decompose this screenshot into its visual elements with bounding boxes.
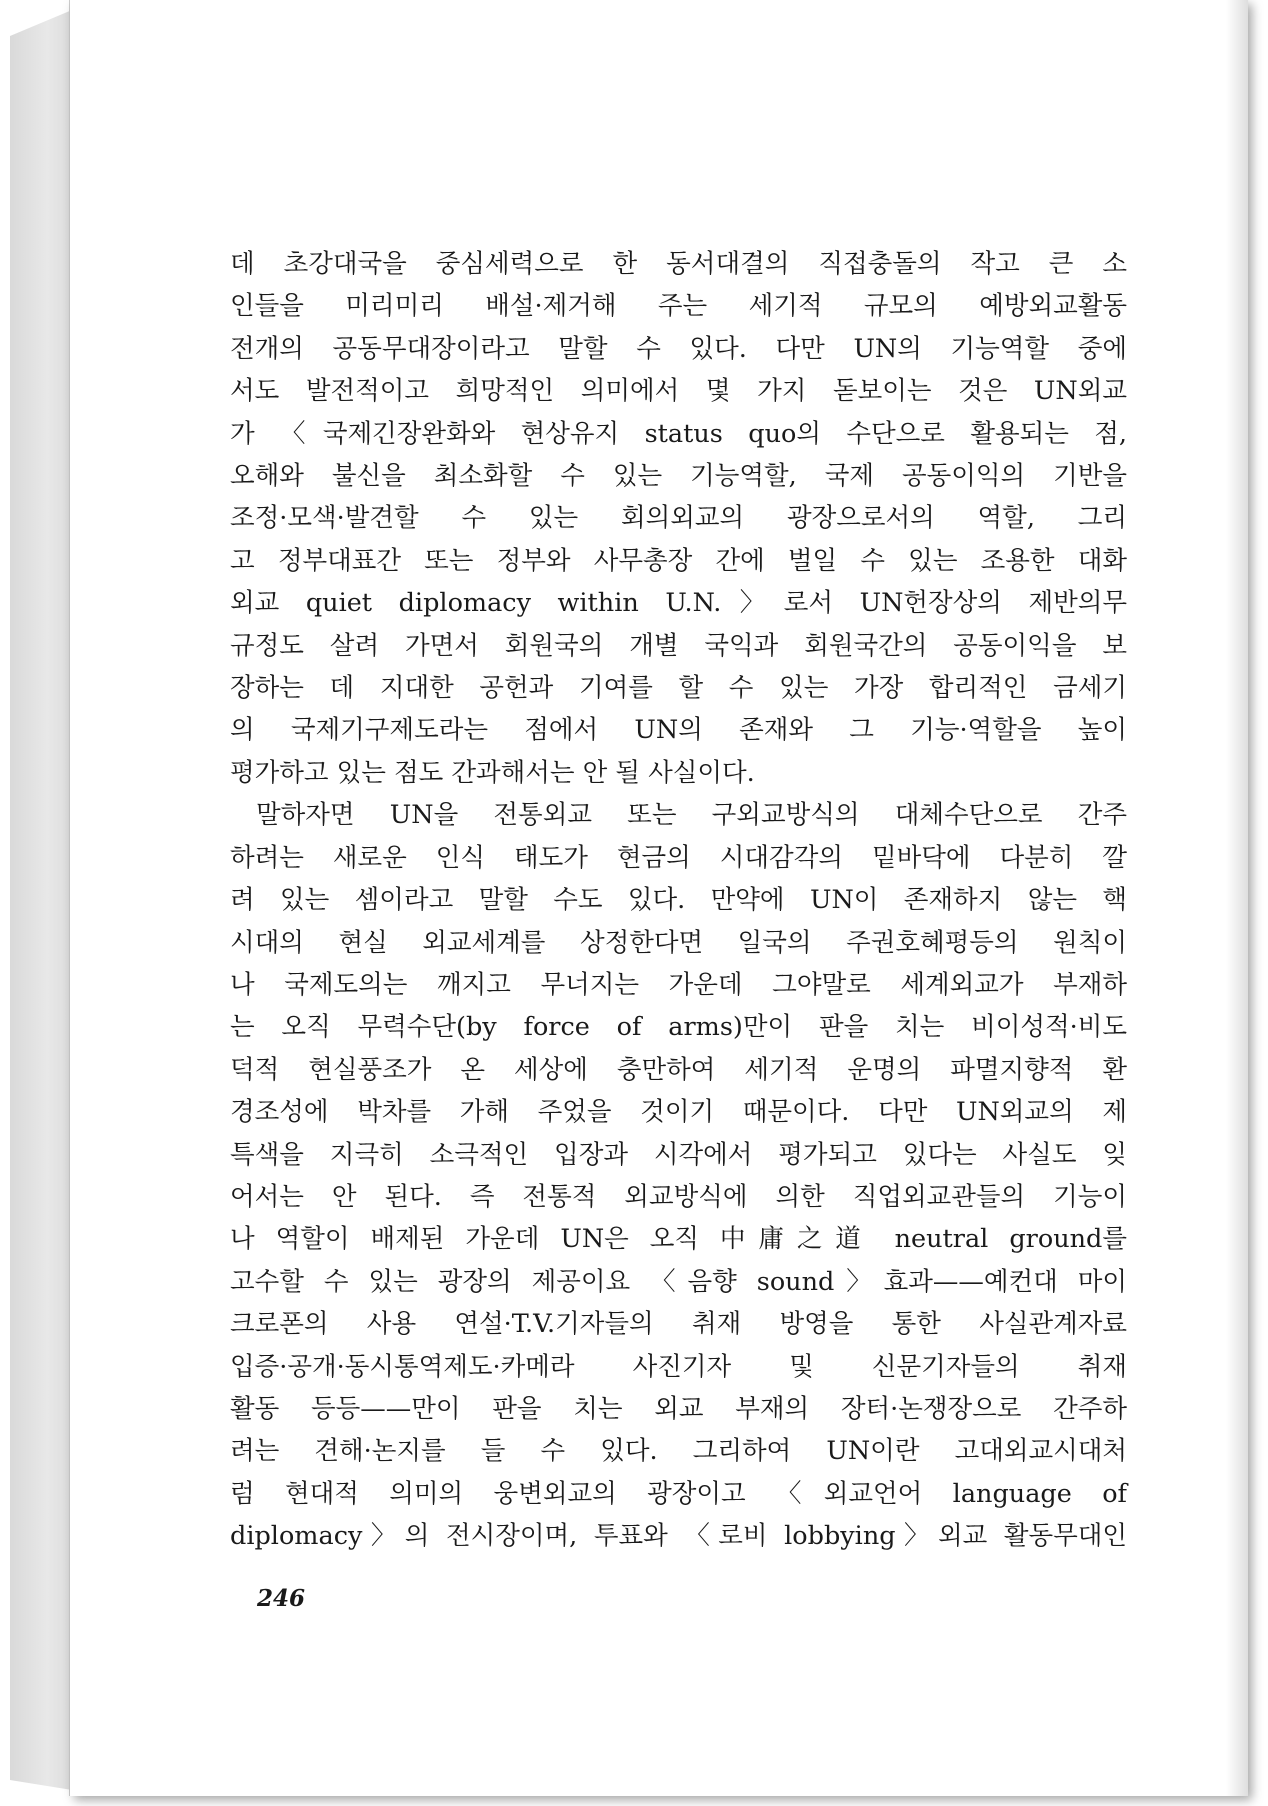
text-line: 덕적 현실풍조가 온 세상에 충만하여 세기적 운명의 파멸지향적 환: [230, 1054, 1127, 1085]
text-line: 장하는 데 지대한 공헌과 기여를 할 수 있는 가장 합리적인 금세기: [230, 673, 1127, 704]
text-line: 규정도 살려 가면서 회원국의 개별 국익과 회원국간의 공동이익을 보: [230, 630, 1127, 661]
text-line: 고 정부대표간 또는 정부와 사무총장 간에 벌일 수 있는 조용한 대화: [230, 545, 1127, 576]
text-line: 나 역할이 배제된 가운데 UN은 오직 中庸之道 neutral ground를: [230, 1224, 1127, 1255]
text-line: diplomacy〉의 전시장이며, 투표와 〈로비 lobbying〉외교 활동무대인: [230, 1521, 1127, 1552]
book-edge: [10, 10, 72, 1790]
text-line: 조정·모색·발견할 수 있는 회의외교의 광장으로서의 역할, 그리: [230, 503, 1127, 534]
text-line: 럼 현대적 의미의 웅변외교의 광장이고 〈외교언어 language of: [230, 1478, 1127, 1509]
text-line: 외교 quiet diplomacy within U.N.〉로서 UN헌장상의 제반의무: [230, 588, 1127, 619]
text-line: 입증·공개·동시통역제도·카메라 사진기자 및 신문기자들의 취재: [230, 1351, 1127, 1382]
text-line: 평가하고 있는 점도 간과해서는 안 될 사실이다.: [230, 757, 755, 788]
text-line: 의 국제기구제도라는 점에서 UN의 존재와 그 기능·역할을 높이: [230, 715, 1127, 746]
text-line: 특색을 지극히 소극적인 입장과 시각에서 평가되고 있다는 사실도 잊: [230, 1139, 1127, 1170]
page-gutter-shadow: [1226, 0, 1248, 1796]
text-line: 하려는 새로운 인식 태도가 현금의 시대감각의 밑바닥에 다분히 깔: [230, 842, 1127, 873]
text-line: 전개의 공동무대장이라고 말할 수 있다. 다만 UN의 기능역할 중에: [230, 333, 1127, 364]
text-line: 인들을 미리미리 배설·제거해 주는 세기적 규모의 예방외교활동: [230, 291, 1127, 322]
text-line: 서도 발전적이고 희망적인 의미에서 몇 가지 돋보이는 것은 UN외교: [230, 376, 1127, 407]
text-line: 시대의 현실 외교세계를 상정한다면 일국의 주권호혜평등의 원칙이: [230, 927, 1127, 958]
text-line: 가 〈국제긴장완화와 현상유지 status quo의 수단으로 활용되는 점,: [230, 418, 1127, 449]
text-line: 데 초강대국을 중심세력으로 한 동서대결의 직접충돌의 작고 큰 소: [230, 249, 1127, 279]
text-line: 말하자면 UN을 전통외교 또는 구외교방식의 대체수단으로 간주: [256, 800, 1127, 831]
text-line: 어서는 안 된다. 즉 전통적 외교방식에 의한 직업외교관들의 기능이: [230, 1181, 1127, 1212]
text-line: 오해와 불신을 최소화할 수 있는 기능역할, 국제 공동이익의 기반을: [230, 461, 1127, 492]
text-line: 는 오직 무력수단(by force of arms)만이 판을 치는 비이성적·비도: [230, 1012, 1127, 1043]
text-line: 려는 견해·논지를 들 수 있다. 그리하여 UN이란 고대외교시대처: [230, 1436, 1127, 1467]
text-line: 경조성에 박차를 가해 주었을 것이기 때문이다. 다만 UN외교의 제: [230, 1097, 1127, 1128]
text-line: 려 있는 셈이라고 말할 수도 있다. 만약에 UN이 존재하지 않는 핵: [230, 885, 1127, 916]
text-line: 활동 등등——만이 판을 치는 외교 부재의 장터·논쟁장으로 간주하: [230, 1393, 1127, 1424]
text-line: 크로폰의 사용 연설·T.V.기자들의 취재 방영을 통한 사실관계자료: [230, 1309, 1127, 1340]
body-text: [230, 243, 1127, 1558]
page-number: 246: [257, 1585, 306, 1612]
text-line: 고수할 수 있는 광장의 제공이요 〈음향 sound〉효과——예컨대 마이: [230, 1266, 1127, 1297]
text-line: 나 국제도의는 깨지고 무너지는 가운데 그야말로 세계외교가 부재하: [230, 969, 1127, 1000]
book-page: [70, 0, 1248, 1796]
